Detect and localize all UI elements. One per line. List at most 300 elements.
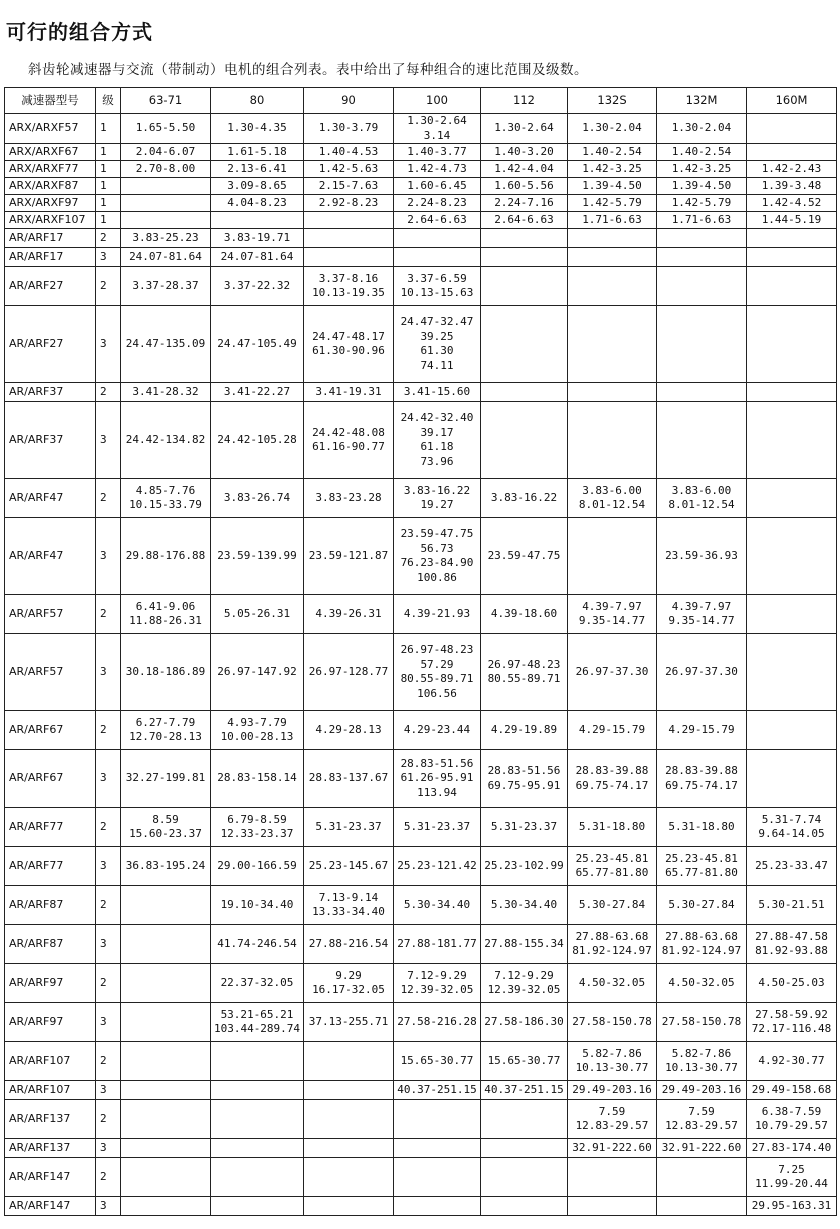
ratio-range-value: 113.94 [417,785,457,799]
ratio-range-cell [211,808,304,847]
ratio-range-cell [121,248,211,267]
ratio-range-value: 12.83-29.57 [575,1119,649,1132]
ratio-range-value: 15.60-23.37 [129,827,202,840]
table-row [5,383,837,402]
reducer-model-cell: AR/ARF77 [5,847,96,886]
ratio-range-value: 25.23-45.81 [575,851,649,865]
ratio-range-value: 23.59-47.75 [400,527,474,540]
ratio-range-value: 10.13-15.63 [400,286,474,299]
ratio-range-cell [121,178,211,195]
ratio-range-cell [568,750,657,808]
ratio-range-value: 1.42-4.04 [494,161,554,175]
ratio-range-cell [394,178,481,195]
ratio-range-value: 24.42-48.08 [312,425,385,439]
ratio-range-value: 4.39-26.31 [315,606,382,620]
column-header: 132S [568,88,657,114]
ratio-range-cell [394,1100,481,1139]
ratio-range-value: 12.70-28.13 [129,730,202,743]
ratio-range-cell [481,964,568,1003]
ratio-range-cell [304,306,394,383]
stage-cell: 2 [96,479,121,518]
ratio-range-value: 1.30-4.35 [227,121,287,135]
ratio-range-value: 3.37-22.32 [223,278,291,292]
ratio-range-cell [304,229,394,248]
ratio-range-value: 13.33-34.40 [312,905,385,918]
ratio-range-value: 2.04-6.07 [135,144,196,158]
ratio-range-value: 26.97-48.23 [487,657,561,671]
ratio-range-value: 26.97-48.23 [400,643,474,656]
reducer-model-cell: AR/ARF97 [5,1003,96,1042]
ratio-range-value: 1.71-6.63 [582,212,642,226]
ratio-range-cell [394,750,481,808]
ratio-range-cell [657,1081,747,1100]
ratio-range-value: 3.37-8.16 [318,271,379,285]
ratio-range-cell [568,1197,657,1216]
ratio-range-value: 4.50-25.03 [758,975,825,989]
ratio-range-cell [568,1081,657,1100]
stage-cell: 1 [96,114,121,144]
ratio-range-cell [394,267,481,306]
ratio-range-cell [211,178,304,195]
stage-cell: 3 [96,306,121,383]
ratio-range-cell [568,518,657,595]
ratio-range-cell [747,144,837,161]
ratio-range-value: 1.40-2.54 [671,144,732,158]
ratio-range-value: 27.88-155.34 [484,936,564,950]
table-row [5,402,837,479]
ratio-range-cell [304,1158,394,1197]
stage-cell: 2 [96,229,121,248]
page-subtitle: 斜齿轮减速器与交流（带制动）电机的组合列表。表中给出了每种组合的速比范围及级数。 [28,62,588,78]
column-header: 减速器型号 [5,88,96,114]
ratio-range-value: 4.29-19.89 [490,722,558,736]
stage-cell: 3 [96,847,121,886]
ratio-range-cell [304,144,394,161]
reducer-model-cell: ARX/ARXF77 [5,161,96,178]
table-row [5,195,837,212]
ratio-range-cell [121,964,211,1003]
stage-cell: 2 [96,595,121,634]
reducer-model-cell: AR/ARF107 [5,1081,96,1100]
ratio-range-value: 5.31-18.80 [578,819,646,833]
ratio-range-value: 29.00-166.59 [217,858,297,872]
reducer-model-cell: AR/ARF27 [5,306,96,383]
table-row [5,964,837,1003]
column-header: 112 [481,88,568,114]
ratio-range-cell [747,1139,837,1158]
ratio-range-value: 3.14 [423,128,451,142]
ratio-range-value: 2.64-6.63 [407,212,467,226]
ratio-range-value: 1.40-2.54 [582,144,642,158]
stage-cell: 2 [96,1042,121,1081]
ratio-range-value: 81.92-124.97 [661,944,742,957]
ratio-range-cell [657,847,747,886]
table-row [5,808,837,847]
ratio-range-cell [747,195,837,212]
ratio-range-cell [568,711,657,750]
ratio-range-value: 74.11 [420,358,454,372]
table-row [5,1197,837,1216]
ratio-range-value: 5.31-23.37 [315,819,382,833]
ratio-range-cell [481,925,568,964]
ratio-range-value: 5.05-26.31 [223,606,291,620]
stage-cell: 3 [96,248,121,267]
ratio-range-cell [481,1042,568,1081]
ratio-range-value: 1.30-2.04 [671,121,732,135]
ratio-range-cell [121,114,211,144]
table-row [5,178,837,195]
ratio-range-value: 27.58-59.92 [755,1007,828,1021]
ratio-range-value: 10.13-30.77 [665,1061,738,1074]
ratio-range-cell [657,1197,747,1216]
table-row [5,144,837,161]
ratio-range-value: 5.30-34.40 [403,897,471,911]
stage-cell: 1 [96,178,121,195]
ratio-range-cell [211,195,304,212]
ratio-range-value: 29.95-163.31 [751,1198,832,1212]
reducer-model-cell: AR/ARF57 [5,595,96,634]
ratio-range-cell [568,161,657,178]
ratio-range-value: 81.92-93.88 [755,944,828,957]
ratio-range-cell [747,518,837,595]
ratio-range-cell [568,383,657,402]
ratio-range-value: 1.30-3.79 [318,121,379,135]
table-row [5,1139,837,1158]
stage-cell: 2 [96,964,121,1003]
ratio-range-cell [394,886,481,925]
ratio-range-cell [568,178,657,195]
ratio-range-cell [657,114,747,144]
ratio-range-cell [747,212,837,229]
ratio-range-cell [121,306,211,383]
reducer-model-cell: AR/ARF27 [5,267,96,306]
ratio-range-cell [121,750,211,808]
ratio-range-value: 69.75-74.17 [665,778,738,792]
ratio-range-value: 5.30-21.51 [758,897,825,911]
ratio-range-cell [121,925,211,964]
ratio-range-cell [747,634,837,711]
ratio-range-cell [304,195,394,212]
ratio-range-value: 1.60-6.45 [407,178,467,192]
ratio-range-cell [121,1100,211,1139]
ratio-range-value: 1.71-6.63 [671,212,732,226]
ratio-range-cell [747,750,837,808]
ratio-range-cell [481,711,568,750]
ratio-range-cell [568,1139,657,1158]
ratio-range-value: 5.30-27.84 [668,897,735,911]
table-body [5,114,837,1216]
ratio-range-value: 2.24-8.23 [407,195,467,209]
ratio-range-value: 28.83-51.56 [400,756,474,770]
ratio-range-cell [304,711,394,750]
ratio-range-value: 29.49-203.16 [661,1082,742,1096]
ratio-range-value: 80.55-89.71 [487,672,561,685]
ratio-range-value: 26.97-37.30 [575,664,649,678]
table-row [5,114,837,144]
ratio-range-value: 24.42-134.82 [125,432,206,446]
stage-cell: 2 [96,1100,121,1139]
ratio-range-cell [481,479,568,518]
ratio-range-cell [211,402,304,479]
ratio-range-cell [304,1139,394,1158]
ratio-range-cell [394,306,481,383]
table-row [5,161,837,178]
ratio-range-cell [747,1158,837,1197]
ratio-range-cell [657,195,747,212]
ratio-range-value: 7.59 [598,1104,626,1118]
ratio-range-value: 9.29 [335,968,362,982]
reducer-model-cell: AR/ARF77 [5,808,96,847]
ratio-range-value: 16.17-32.05 [312,983,385,996]
ratio-range-cell [211,212,304,229]
ratio-range-value: 7.25 [778,1162,805,1176]
ratio-range-value: 4.50-32.05 [668,975,735,989]
reducer-model-cell: ARX/ARXF97 [5,195,96,212]
ratio-range-cell [747,479,837,518]
ratio-range-value: 1.39-4.50 [582,178,642,192]
ratio-range-cell [211,479,304,518]
ratio-range-value: 4.29-15.79 [578,722,646,736]
ratio-range-value: 24.47-32.47 [400,315,474,328]
ratio-range-value: 2.13-6.41 [227,161,287,175]
ratio-range-cell [747,1003,837,1042]
ratio-range-cell [657,750,747,808]
ratio-range-value: 6.27-7.79 [135,715,196,729]
ratio-range-cell [394,925,481,964]
ratio-range-value: 7.12-9.29 [494,968,554,982]
ratio-range-value: 32.91-222.60 [572,1140,652,1154]
ratio-range-value: 40.37-251.15 [484,1082,564,1096]
reducer-model-cell: AR/ARF87 [5,886,96,925]
ratio-range-cell [121,518,211,595]
ratio-range-cell [481,178,568,195]
ratio-range-value: 3.41-22.27 [223,384,291,398]
ratio-range-cell [747,925,837,964]
reducer-model-cell: AR/ARF57 [5,634,96,711]
table-row [5,925,837,964]
ratio-range-cell [211,750,304,808]
ratio-range-cell [121,847,211,886]
ratio-range-cell [394,595,481,634]
stage-cell: 3 [96,1197,121,1216]
ratio-range-cell [481,1158,568,1197]
ratio-range-value: 1.42-5.63 [318,161,379,175]
ratio-range-value: 65.77-81.80 [665,866,738,879]
ratio-range-cell [304,750,394,808]
ratio-range-cell [211,229,304,248]
ratio-range-cell [211,518,304,595]
ratio-range-cell [657,925,747,964]
ratio-range-value: 24.47-48.17 [312,329,385,343]
ratio-range-cell [394,808,481,847]
ratio-range-value: 11.88-26.31 [129,614,202,627]
ratio-range-cell [211,383,304,402]
ratio-range-cell [657,383,747,402]
ratio-range-value: 53.21-65.21 [220,1007,294,1021]
ratio-range-value: 10.00-28.13 [220,730,294,743]
table-row [5,229,837,248]
ratio-range-cell [481,847,568,886]
ratio-range-value: 9.64-14.05 [758,827,825,840]
table-row [5,847,837,886]
ratio-range-value: 1.30-2.64 [407,114,467,127]
ratio-range-cell [481,518,568,595]
ratio-range-value: 23.59-47.75 [487,548,561,562]
ratio-range-cell [211,925,304,964]
ratio-range-value: 5.31-7.74 [761,812,822,826]
stage-cell: 1 [96,195,121,212]
ratio-range-cell [481,886,568,925]
column-header: 90 [304,88,394,114]
ratio-range-value: 2.64-6.63 [494,212,554,226]
ratio-range-cell [657,212,747,229]
ratio-range-cell [304,1081,394,1100]
ratio-range-cell [747,1081,837,1100]
ratio-range-value: 27.88-63.68 [575,929,649,943]
ratio-range-cell [304,1003,394,1042]
ratio-range-cell [394,248,481,267]
ratio-range-cell [568,195,657,212]
table-row [5,479,837,518]
ratio-range-value: 1.30-2.04 [582,121,642,135]
ratio-range-cell [657,886,747,925]
ratio-range-value: 28.83-39.88 [575,764,649,777]
ratio-range-cell [304,114,394,144]
ratio-range-value: 69.75-74.17 [575,778,649,792]
ratio-range-cell [121,1197,211,1216]
ratio-range-cell [304,383,394,402]
ratio-range-cell [568,267,657,306]
ratio-range-cell [304,402,394,479]
stage-cell: 3 [96,925,121,964]
table-row [5,1100,837,1139]
ratio-range-cell [304,248,394,267]
stage-cell: 2 [96,1158,121,1197]
ratio-range-cell [394,383,481,402]
ratio-range-cell [568,229,657,248]
ratio-range-cell [394,114,481,144]
ratio-range-cell [394,1042,481,1081]
ratio-range-cell [481,195,568,212]
ratio-range-value: 25.23-102.99 [484,858,564,872]
ratio-range-value: 5.82-7.86 [671,1046,732,1060]
stage-cell: 1 [96,144,121,161]
ratio-range-value: 15.65-30.77 [487,1053,561,1067]
stage-cell: 2 [96,383,121,402]
ratio-range-value: 2.70-8.00 [135,161,196,175]
ratio-range-cell [394,1197,481,1216]
ratio-range-cell [211,114,304,144]
ratio-range-value: 100.86 [417,570,457,584]
ratio-range-cell [211,595,304,634]
ratio-range-value: 10.79-29.57 [755,1119,828,1132]
ratio-range-value: 7.12-9.29 [407,968,467,982]
column-header: 132M [657,88,747,114]
ratio-range-value: 81.92-124.97 [572,944,652,957]
reducer-model-cell: AR/ARF137 [5,1139,96,1158]
ratio-range-cell [211,1042,304,1081]
ratio-range-value: 26.97-128.77 [308,664,389,678]
ratio-range-value: 5.31-23.37 [490,819,558,833]
ratio-range-value: 27.88-216.54 [308,936,389,950]
ratio-range-cell [657,1158,747,1197]
ratio-range-value: 1.40-4.53 [318,144,379,158]
ratio-range-cell [121,595,211,634]
ratio-range-cell [747,161,837,178]
column-header: 160M [747,88,837,114]
ratio-range-value: 1.65-5.50 [135,121,196,135]
ratio-range-value: 61.18 [420,440,454,453]
reducer-model-cell: AR/ARF137 [5,1100,96,1139]
ratio-range-cell [657,161,747,178]
ratio-range-value: 4.93-7.79 [227,715,287,729]
ratio-range-cell [394,161,481,178]
ratio-range-value: 103.44-289.74 [213,1022,301,1035]
ratio-range-value: 61.26-95.91 [400,771,474,785]
ratio-range-value: 3.83-16.22 [403,483,471,497]
ratio-range-value: 12.39-32.05 [400,983,474,996]
ratio-range-value: 27.88-181.77 [397,936,477,950]
table-header-row [5,88,837,114]
ratio-range-value: 24.07-81.64 [129,249,202,263]
ratio-range-cell [304,595,394,634]
ratio-range-cell [304,178,394,195]
ratio-range-value: 30.18-186.89 [125,664,206,678]
ratio-range-cell [481,1197,568,1216]
ratio-range-value: 6.79-8.59 [227,812,287,826]
ratio-range-cell [568,847,657,886]
ratio-range-cell [747,886,837,925]
ratio-range-value: 27.88-47.58 [755,929,828,943]
ratio-range-cell [304,518,394,595]
reducer-model-cell: AR/ARF147 [5,1158,96,1197]
reducer-model-cell: ARX/ARXF87 [5,178,96,195]
ratio-range-cell [211,144,304,161]
ratio-range-value: 36.83-195.24 [125,858,206,872]
ratio-range-value: 26.97-147.92 [217,664,297,678]
ratio-range-value: 4.39-7.97 [671,599,732,613]
ratio-range-value: 1.42-2.43 [761,161,822,175]
ratio-range-cell [304,847,394,886]
reducer-model-cell: AR/ARF107 [5,1042,96,1081]
ratio-range-cell [568,1042,657,1081]
ratio-range-value: 61.30 [420,344,454,357]
ratio-range-cell [211,847,304,886]
ratio-range-value: 9.35-14.77 [668,614,735,627]
ratio-range-value: 4.39-18.60 [490,606,558,620]
ratio-range-cell [657,1100,747,1139]
ratio-range-cell [747,267,837,306]
ratio-range-value: 5.82-7.86 [582,1046,642,1060]
ratio-range-cell [747,248,837,267]
ratio-range-value: 4.85-7.76 [135,483,196,497]
ratio-range-cell [657,711,747,750]
stage-cell: 2 [96,267,121,306]
ratio-range-cell [481,306,568,383]
ratio-range-value: 8.01-12.54 [668,498,735,511]
ratio-range-value: 27.58-186.30 [484,1014,564,1028]
ratio-range-value: 29.49-203.16 [572,1082,652,1096]
ratio-range-cell [304,1197,394,1216]
ratio-range-value: 24.42-32.40 [400,411,474,424]
ratio-range-value: 22.37-32.05 [220,975,294,989]
table-row [5,634,837,711]
ratio-range-cell [394,144,481,161]
ratio-range-value: 1.40-3.20 [494,144,554,158]
ratio-range-cell [304,1100,394,1139]
reducer-model-cell: ARX/ARXF57 [5,114,96,144]
ratio-range-value: 4.39-7.97 [582,599,642,613]
